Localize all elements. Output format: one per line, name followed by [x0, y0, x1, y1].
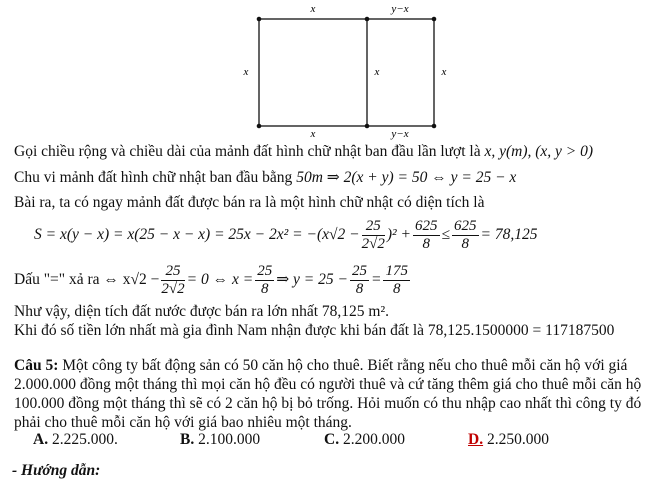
option-d-correct-letter: D.: [468, 431, 484, 448]
dau-frac3: $\frac{25}{8}$: [351, 262, 367, 297]
option-d: D. 2.250.000: [468, 431, 549, 448]
eq-s-part-c: ≤: [441, 226, 451, 243]
label-right-x: x: [441, 66, 447, 78]
guide-heading: - Hướng dẫn:: [12, 462, 101, 479]
eq-s-frac3: $\frac{625}{8}$: [454, 217, 477, 252]
question-text-1: Một công ty bất động sản có 50 căn hộ cho thuê. Biết rằng nếu cho thuê mỗi căn hộ với giá: [62, 357, 628, 374]
eq-s-part-a: S = x(y − x) = x(25 − x − x) = 25x − 2x² = −(x√2 −: [34, 226, 360, 243]
line-dimensions-math: x, y(m), (x, y > 0): [484, 143, 594, 160]
rectangle-figure: [240, 0, 450, 140]
question-label: Câu 5:: [14, 357, 59, 374]
eq-s-frac2: $\frac{625}{8}$: [415, 217, 438, 252]
option-a: A. 2.225.000.: [33, 431, 118, 448]
question-line-1: [14, 357, 627, 375]
question-line-4: phải cho thuê mỗi căn hộ với giá bao nhiêu một tháng.: [14, 414, 352, 431]
line-area-intro: Bài ra, ta có ngay mảnh đất được bán ra là một hình chữ nhật có diện tích là: [14, 194, 485, 211]
line-max-area: Như vậy, diện tích đất nước được bán ra lớn nhất 78,125 m².: [14, 303, 389, 320]
label-top-x: x: [310, 3, 316, 15]
corner-dot: [365, 124, 370, 129]
option-b: B. 2.100.000: [180, 431, 261, 448]
dau-frac1: $\frac{25}{2√2}$: [161, 262, 185, 297]
line-perimeter-math: 50m ⇒ 2(x + y) = 50 ⇔ y = 25 − x: [296, 169, 517, 186]
eq-s-part-d: = 78,125: [480, 226, 538, 243]
line-perimeter: [14, 169, 516, 187]
corner-dot: [432, 124, 437, 129]
label-left-x: x: [243, 66, 249, 78]
line-dimensions: [14, 143, 593, 161]
dau-part-d: =: [370, 271, 382, 288]
dau-part-c: ⇒ y = 25 −: [276, 271, 348, 288]
dau-frac4: $\frac{175}{8}$: [385, 262, 408, 297]
equation-equality: [14, 259, 412, 301]
dau-part-a: Dấu "=" xả ra ⇔ x√2 −: [14, 271, 160, 288]
corner-dot: [365, 17, 370, 22]
question-line-2: 2.000.000 đồng một tháng thì mọi căn hộ đều có người thuê và cứ tăng thêm giá cho thuê mỗi căn hộ: [14, 376, 642, 393]
dau-part-b: = 0 ⇔ x =: [186, 271, 254, 288]
label-bottom-yx: y−x: [391, 128, 409, 140]
option-c: C. 2.200.000: [324, 431, 405, 448]
line-dimensions-text: Gọi chiều rộng và chiều dài của mảnh đất hình chữ nhật ban đầu lần lượt là: [14, 143, 481, 160]
line-perimeter-text: Chu vi mảnh đất hình chữ nhật ban đầu bằng: [14, 169, 293, 186]
label-mid-x: x: [374, 66, 380, 78]
line-max-money: Khi đó số tiền lớn nhất mà gia đình Nam nhận được khi bán đất là 78,125.1500000 = 117187500: [14, 322, 615, 339]
label-top-yx: y−x: [391, 3, 409, 15]
question-line-3: 100.000 đồng một tháng thì sẽ có 2 căn hộ bị bỏ trống. Hỏi muốn có thu nhập cao nhất thì công ty đó: [14, 395, 642, 412]
corner-dot: [257, 17, 262, 22]
eq-s-part-b: )² +: [386, 226, 411, 243]
eq-s-frac1: $\frac{25}{2√2}$: [361, 217, 385, 252]
label-bottom-x: x: [310, 128, 316, 140]
dau-frac2: $\frac{25}{8}$: [257, 262, 273, 297]
corner-dot: [432, 17, 437, 22]
corner-dot: [257, 124, 262, 129]
equation-area: [34, 214, 537, 256]
